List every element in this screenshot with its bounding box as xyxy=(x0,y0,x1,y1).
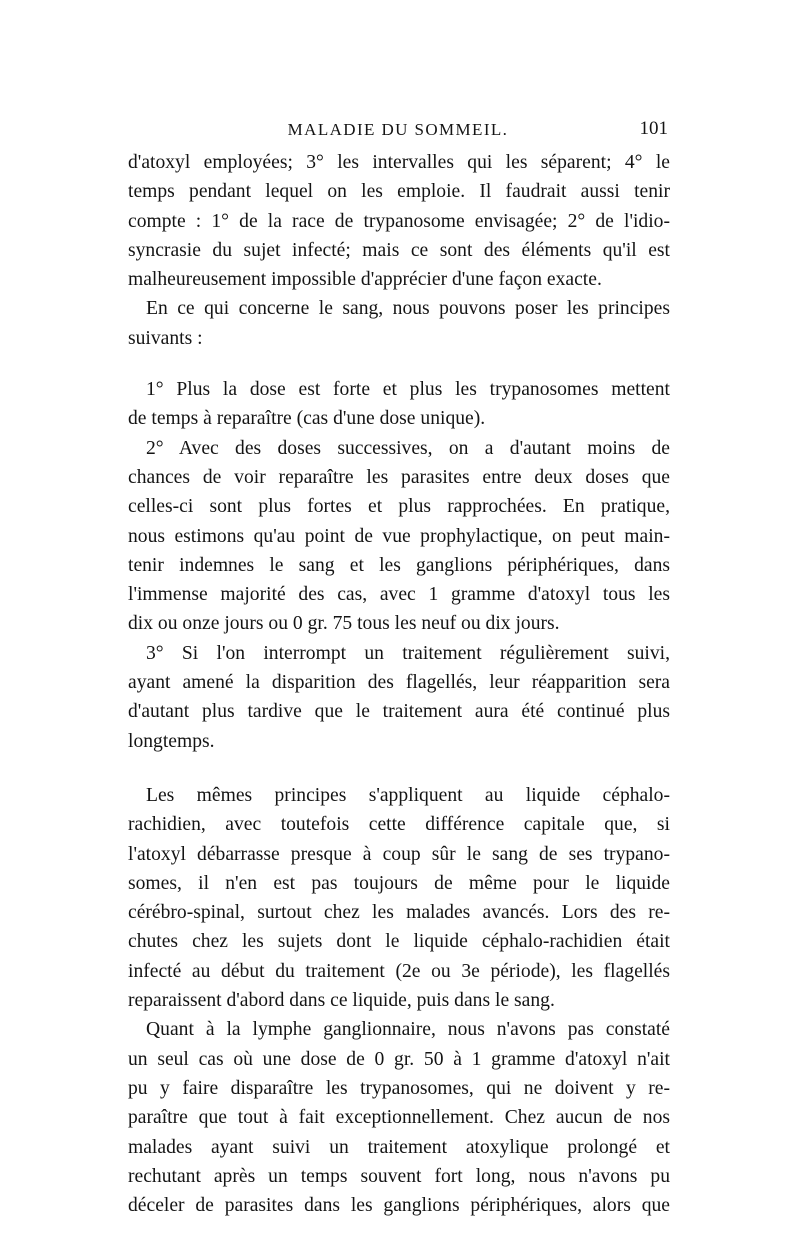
page-number: 101 xyxy=(639,118,668,139)
text-line: ayant amené la disparition des flagellés, leur réapparition sera xyxy=(128,672,670,694)
text-line: rachidien, avec toutefois cette différence capitale que, si xyxy=(128,814,670,836)
text-line: somes, il n'en est pas toujours de même pour le liquide xyxy=(128,872,670,894)
text-line: infecté au début du traitement (2e ou 3e période), les flagellés xyxy=(128,960,670,982)
text-line: syncrasie du sujet infecté; mais ce sont des éléments qu'il est xyxy=(128,239,670,261)
text-line: un seul cas où une dose de 0 gr. 50 à 1 gramme d'atoxyl n'ait xyxy=(128,1048,670,1070)
paragraph-continued xyxy=(128,148,670,294)
text-line: celles-ci sont plus fortes et plus rapprochées. En pratique, xyxy=(128,496,670,518)
text-line: malades ayant suivi un traitement atoxylique prolongé et xyxy=(128,1136,670,1158)
body-text xyxy=(128,148,670,1220)
text-line: temps pendant lequel on les emploie. Il faudrait aussi tenir xyxy=(128,181,670,203)
paragraph-cerebrospinal xyxy=(128,781,670,1015)
text-line: Les mêmes principes s'appliquent au liquide céphalo- xyxy=(146,784,670,806)
principle-3 xyxy=(128,639,670,756)
text-line: dix ou onze jours ou 0 gr. 75 tous les neuf ou dix jours. xyxy=(128,613,560,635)
text-line: de temps à reparaître (cas d'une dose unique). xyxy=(128,408,486,430)
text-line: 3° Si l'on interrompt un traitement régulièrement suivi, xyxy=(146,642,670,664)
text-line: l'immense majorité des cas, avec 1 gramme d'atoxyl tous les xyxy=(128,584,670,606)
text-line: 2° Avec des doses successives, on a d'autant moins de xyxy=(146,437,670,459)
text-line: l'atoxyl débarrasse presque à coup sûr le sang de ses trypano- xyxy=(128,843,670,865)
text-line: chances de voir reparaître les parasites entre deux doses que xyxy=(128,466,670,488)
text-line: d'autant plus tardive que le traitement aura été continué plus xyxy=(128,701,670,723)
text-line: Quant à la lymphe ganglionnaire, nous n'avons pas constaté xyxy=(146,1019,670,1041)
text-line: compte : 1° de la race de trypanosome envisagée; 2° de l'idio- xyxy=(128,210,670,232)
text-line: chutes chez les sujets dont le liquide céphalo-rachidien était xyxy=(128,931,670,953)
paragraph-blood-principles xyxy=(128,294,670,353)
text-line: longtemps. xyxy=(128,730,215,752)
text-line: reparaissent d'abord dans ce liquide, puis dans le sang. xyxy=(128,990,555,1012)
text-line: suivants : xyxy=(128,327,203,349)
running-head xyxy=(128,118,668,144)
text-line: rechutant après un temps souvent fort long, nous n'avons pu xyxy=(128,1165,670,1187)
text-line: En ce qui concerne le sang, nous pouvons poser les principes xyxy=(146,298,670,320)
text-line: malheureusement impossible d'apprécier d'une façon exacte. xyxy=(128,269,602,291)
principle-1 xyxy=(128,375,670,434)
paragraph-lymph xyxy=(128,1015,670,1220)
text-line: 1° Plus la dose est forte et plus les trypanosomes mettent xyxy=(146,379,670,401)
text-line: tenir indemnes le sang et les ganglions périphériques, dans xyxy=(128,554,670,576)
principle-2 xyxy=(128,434,670,639)
text-line: cérébro-spinal, surtout chez les malades avancés. Lors des re- xyxy=(128,902,670,924)
text-line: d'atoxyl employées; 3° les intervalles qui les séparent; 4° le xyxy=(128,152,670,173)
text-line: nous estimons qu'au point de vue prophylactique, on peut main- xyxy=(128,525,670,547)
running-title: MALADIE DU SOMMEIL. xyxy=(287,120,509,139)
text-line: paraître que tout à fait exceptionnellement. Chez aucun de nos xyxy=(128,1107,670,1129)
text-line: déceler de parasites dans les ganglions périphériques, alors que xyxy=(128,1195,670,1217)
text-line: pu y faire disparaître les trypanosomes, qui ne doivent y re- xyxy=(128,1077,670,1099)
